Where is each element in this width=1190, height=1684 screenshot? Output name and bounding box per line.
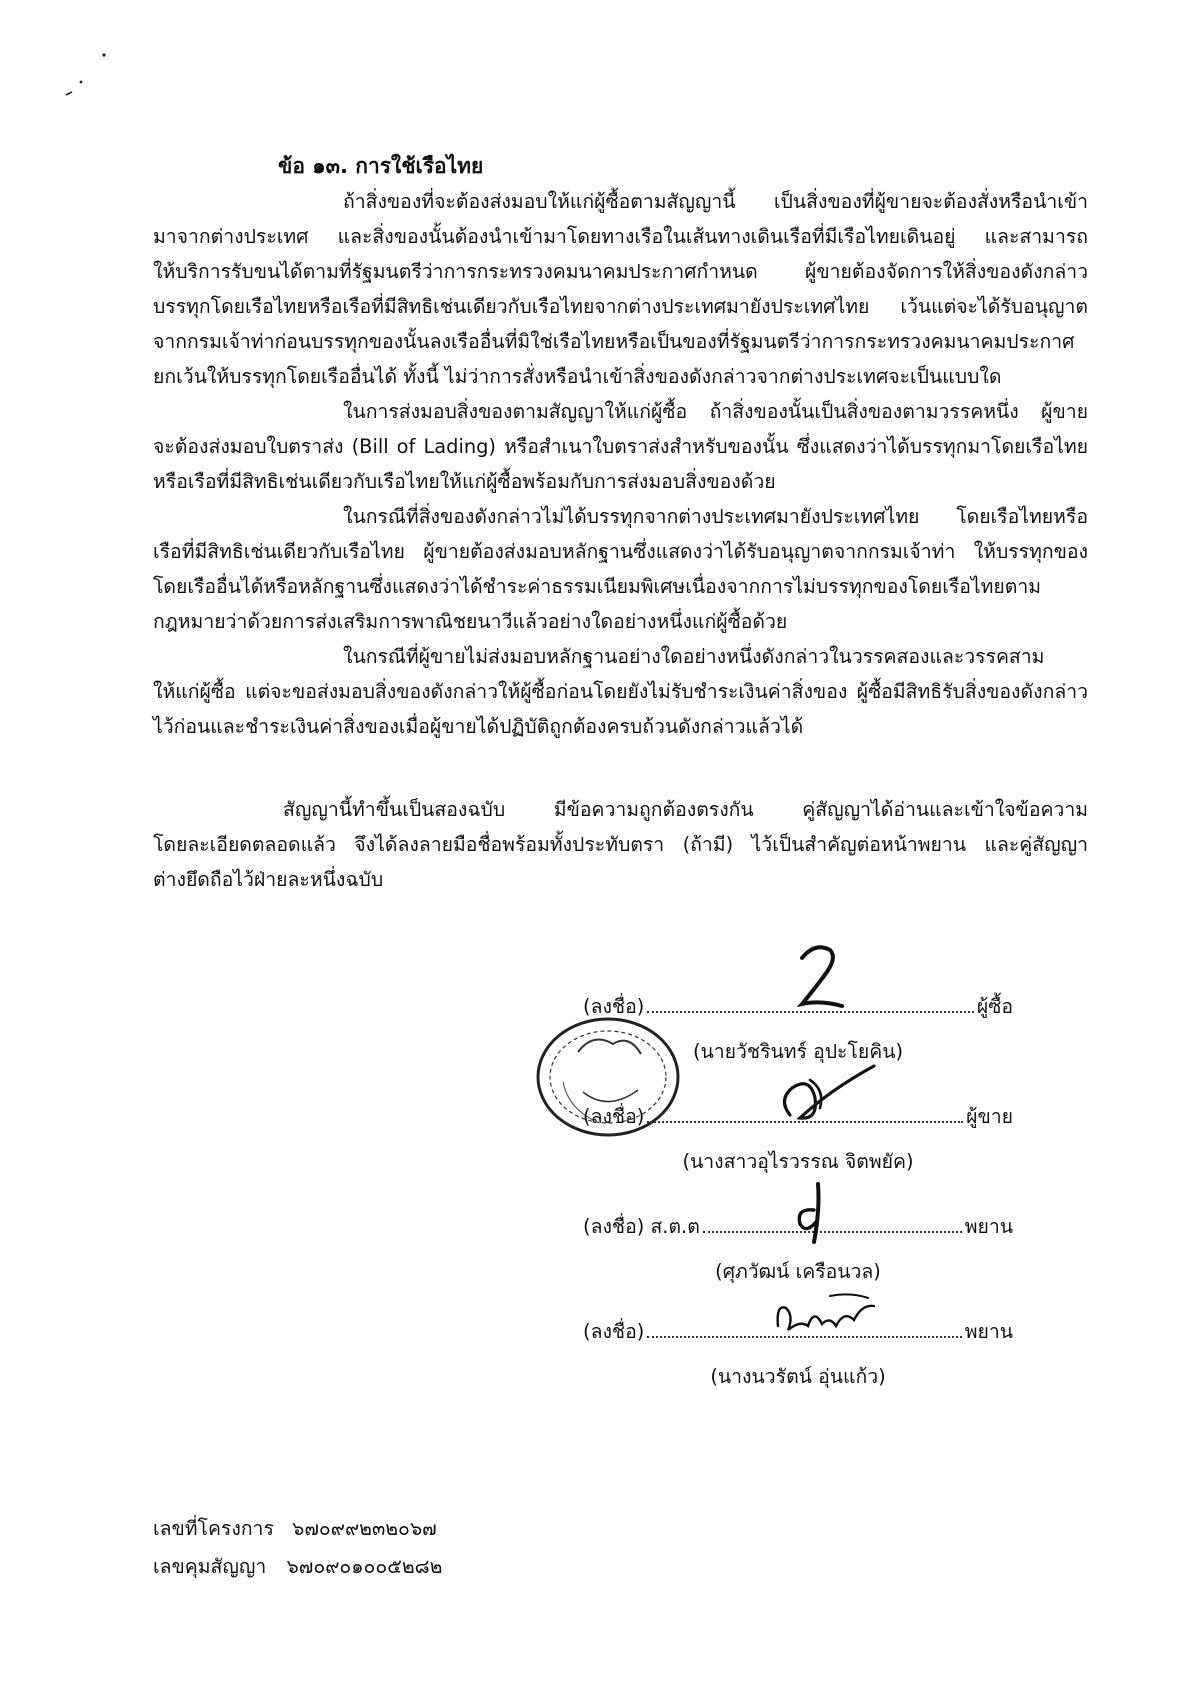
signature-role: ผู้ขาย: [966, 1105, 1013, 1128]
text-line: ในการส่งมอบสิ่งของตามสัญญาให้แก่ผู้ซื้อ ถ้าสิ่งของนั้นเป็นสิ่งของตามวรรคหนึ่ง ผู้ขาย: [343, 400, 1088, 423]
text-line: จากกรมเจ้าท่าก่อนบรรทุกของนั้นลงเรืออื่นที่มิใช่เรือไทยหรือเป็นของที่รัฐมนตรีว่าการกระทรวงคมนาคมประกาศ: [153, 330, 1075, 353]
paragraph-1: [153, 184, 1088, 394]
handwritten-signature-seller: [770, 1060, 880, 1130]
text-line: ต่างยึดถือไว้ฝ่ายละหนึ่งฉบับ: [153, 868, 384, 891]
text-line: สัญญานี้ทำขึ้นเป็นสองฉบับ มีข้อความถูกต้องตรงกัน คู่สัญญาได้อ่านและเข้าใจข้อความ: [283, 798, 1088, 821]
closing-paragraph: [153, 792, 1088, 897]
text-line: ยกเว้นให้บรรทุกโดยเรืออื่นได้ ทั้งนี้ ไม่ว่าการสั่งหรือนำเข้าสิ่งของดังกล่าวจากต่างประเทศจะเป็นแบบใด: [153, 365, 1002, 388]
text-line: ให้แก่ผู้ซื้อ แต่จะขอส่งมอบสิ่งของดังกล่าวให้ผู้ซื้อก่อนโดยยังไม่รับชำระเงินค่าสิ่งของ ผู้ซื้อมีสิทธิรับสิ่งของดังกล่าว: [153, 680, 1088, 703]
text-line: ถ้าสิ่งของที่จะต้องส่งมอบให้แก่ผู้ซื้อตามสัญญานี้ เป็นสิ่งของที่ผู้ขายจะต้องสั่งหรือนำเข้า: [343, 190, 1088, 213]
handwritten-signature-witness-1: [790, 1180, 830, 1250]
signature-prefix: (ลงชื่อ): [583, 995, 645, 1018]
signature-prefix: (ลงชื่อ): [583, 1320, 645, 1343]
text-line: มาจากต่างประเทศ และสิ่งของนั้นต้องนำเข้ามาโดยทางเรือในเส้นทางเดินเรือที่มีเรือไทยเดินอยู่ และสามารถ: [153, 225, 1088, 248]
project-number-label: เลขที่โครงการ: [153, 1517, 274, 1540]
handwritten-signature-buyer: [790, 940, 850, 1015]
signature-role: พยาน: [964, 1215, 1013, 1238]
clause-heading: ข้อ ๑๓. การใช้เรือไทย: [278, 154, 484, 178]
text-line: โดยเรืออื่นได้หรือหลักฐานซึ่งแสดงว่าได้ชำระค่าธรรมเนียมพิเศษเนื่องจากการไม่บรรทุกของโดยเรือไทยตาม: [153, 575, 1042, 598]
project-number-line: [153, 1513, 437, 1544]
text-line: โดยละเอียดตลอดแล้ว จึงได้ลงลายมือชื่อพร้อมทั้งประทับตรา (ถ้ามี) ไว้เป็นสำคัญต่อหน้าพยาน และคู่สัญญา: [153, 833, 1088, 856]
signatory-name: (นายวัชรินทร์ อุปะโยคิน): [692, 1040, 904, 1063]
paragraph-3: [153, 499, 1088, 639]
signatory-name: (นางนวรัตน์ อุ่นแก้ว): [710, 1365, 886, 1388]
signature-prefix: (ลงชื่อ) ส.ต.ต: [583, 1215, 700, 1238]
signature-prefix: (ลงชื่อ): [583, 1105, 645, 1128]
paragraph-4: [153, 639, 1088, 744]
paragraph-2: [153, 394, 1088, 499]
contract-number-label: เลขคุมสัญญา: [153, 1555, 267, 1578]
signature-role: พยาน: [964, 1320, 1013, 1343]
text-line: เรือที่มีสิทธิเช่นเดียวกับเรือไทย ผู้ขายต้องส่งมอบหลักฐานซึ่งแสดงว่าได้รับอนุญาตจากกรมเจ้าท่า ให้บรรทุกของ: [153, 540, 1088, 563]
contract-number-value: ๖๗๐๙๐๑๐๐๕๒๘๒: [286, 1555, 443, 1578]
project-number-value: ๖๗๐๙๙๒๓๒๐๖๗: [292, 1517, 437, 1540]
text-line: ในกรณีที่สิ่งของดังกล่าวไม่ได้บรรทุกจากต่างประเทศมายังประเทศไทย โดยเรือไทยหรือ: [343, 505, 1088, 528]
signature-role: ผู้ซื้อ: [976, 995, 1013, 1018]
signature-dotted-line: [703, 1217, 962, 1233]
contract-number-line: [153, 1551, 442, 1582]
text-line: ในกรณีที่ผู้ขายไม่ส่งมอบหลักฐานอย่างใดอย่างหนึ่งดังกล่าวในวรรคสองและวรรคสาม: [343, 645, 1045, 668]
text-line: หรือเรือที่มีสิทธิเช่นเดียวกับเรือไทยให้แก่ผู้ซื้อพร้อมกับการส่งมอบสิ่งของด้วย: [153, 470, 776, 493]
signatory-name: (ศุภวัฒน์ เครือนวล): [715, 1260, 881, 1283]
text-line: บรรทุกโดยเรือไทยหรือเรือที่มีสิทธิเช่นเดียวกับเรือไทยจากต่างประเทศมายังประเทศไทย เว้นแต่จะได้รับอนุญาต: [153, 295, 1088, 318]
text-line: จะต้องส่งมอบใบตราส่ง (Bill of Lading) หรือสำเนาใบตราส่งสำหรับของนั้น ซึ่งแสดงว่าได้บรรทุกมาโดยเรือไทย: [153, 435, 1088, 458]
text-line: ไว้ก่อนและชำระเงินค่าสิ่งของเมื่อผู้ขายได้ปฏิบัติถูกต้องครบถ้วนดังกล่าวแล้วได้: [153, 715, 804, 738]
scan-speck-marks: [60, 45, 120, 105]
text-line: ให้บริการรับขนได้ตามที่รัฐมนตรีว่าการกระทรวงคมนาคมประกาศกำหนด ผู้ขายต้องจัดการให้สิ่งของดังกล่าว: [153, 260, 1088, 283]
handwritten-signature-witness-2: [770, 1290, 880, 1340]
signatory-name: (นางสาวอุไรวรรณ จิตพยัค): [682, 1150, 914, 1173]
text-line: กฎหมายว่าด้วยการส่งเสริมการพาณิชยนาวีแล้วอย่างใดอย่างหนึ่งแก่ผู้ซื้อด้วย: [153, 610, 788, 633]
